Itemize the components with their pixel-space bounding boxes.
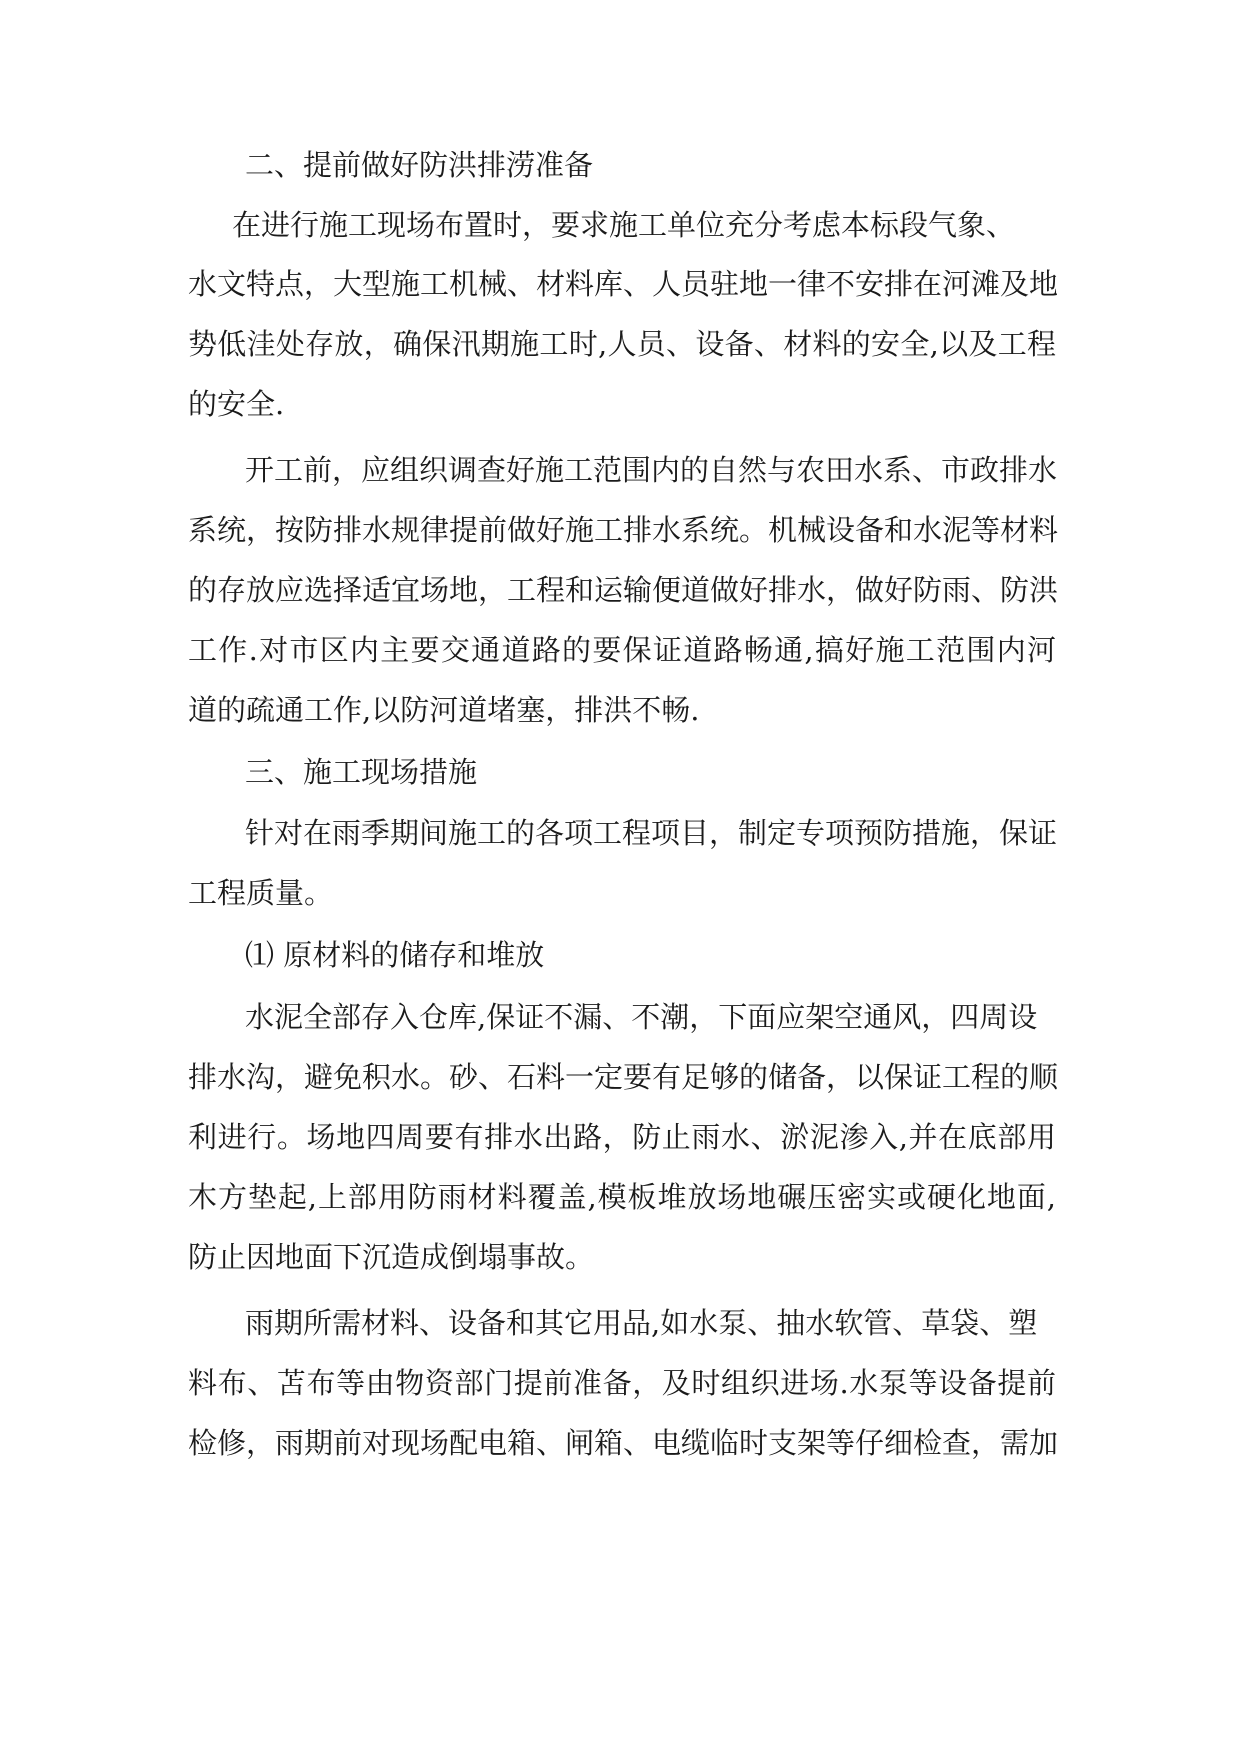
para-4-line-1: 水泥全部存入仓库,保证不漏、不潮，下面应架空通风，四周设 [245,1000,1038,1034]
para-5-line-2: 料布、苫布等由物资部门提前准备，及时组织进场.水泵等设备提前 [188,1366,1056,1400]
para-2-line-1: 开工前，应组织调查好施工范围内的自然与农田水系、市政排水 [245,453,1058,487]
para-1-line-3: 势低洼处存放，确保汛期施工时,人员、设备、材料的安全,以及工程 [188,327,1056,361]
para-4-line-3: 利进行。场地四周要有排水出路，防止雨水、淤泥渗入,并在底部用 [188,1120,1056,1154]
para-4-line-2: 排水沟，避免积水。砂、石料一定要有足够的储备，以保证工程的顺 [188,1060,1059,1094]
section-3-heading: 三、施工现场措施 [245,755,478,789]
para-3-line-1: 针对在雨季期间施工的各项工程项目，制定专项预防措施，保证 [245,816,1058,850]
section-2-heading: 二、提前做好防洪排涝准备 [245,148,594,182]
para-5-line-3: 检修，雨期前对现场配电箱、闸箱、电缆临时支架等仔细检查，需加 [188,1426,1059,1460]
para-2-line-2: 系统，按防排水规律提前做好施工排水系统。机械设备和水泥等材料 [188,513,1059,547]
para-1-line-1: 在进行施工现场布置时，要求施工单位充分考虑本标段气象、 [232,208,1016,242]
para-2-line-4: 工作.对市区内主要交通道路的要保证道路畅通,搞好施工范围内河 [188,633,1056,667]
para-4-line-5: 防止因地面下沉造成倒塌事故。 [188,1240,595,1274]
para-5-line-1: 雨期所需材料、设备和其它用品,如水泵、抽水软管、草袋、塑 [245,1306,1038,1340]
para-4-line-4: 木方垫起,上部用防雨材料覆盖,模板堆放场地碾压密实或硬化地面, [188,1180,1056,1214]
para-2-line-3: 的存放应选择适宜场地，工程和运输便道做好排水，做好防雨、防洪 [188,573,1059,607]
para-3-line-2: 工程质量。 [188,876,334,910]
para-1-line-4: 的安全. [188,387,285,421]
para-2-line-5: 道的疏通工作,以防河道堵塞，排洪不畅. [188,693,700,727]
para-1-line-2: 水文特点，大型施工机械、材料库、人员驻地一律不安排在河滩及地 [188,267,1059,301]
subheading-raw-materials: ⑴ 原材料的储存和堆放 [245,938,545,972]
